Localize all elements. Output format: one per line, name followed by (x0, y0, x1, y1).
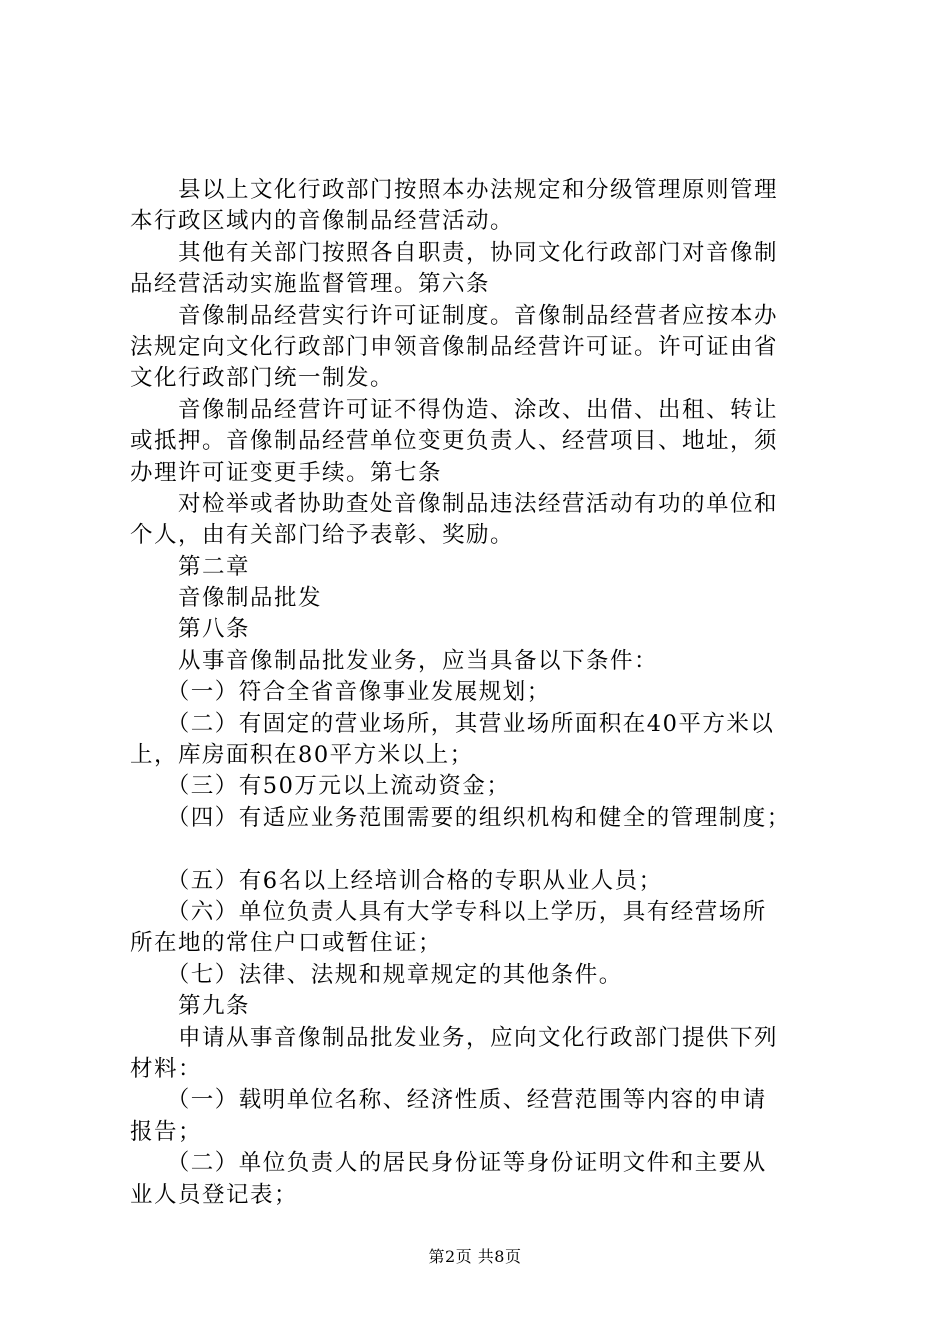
list-item: （五）有6名以上经培训合格的专职从业人员； (130, 867, 663, 894)
chapter-heading: 第二章 (130, 553, 251, 580)
text-line: 业人员登记表； (130, 1181, 299, 1208)
page-number-footer: 第2页 共8页 (428, 1247, 522, 1266)
text-line: 县以上文化行政部门按照本办法规定和分级管理原则管理 (130, 177, 779, 203)
list-item: （六）单位负责人具有大学专科以上学历，具有经营场所 (130, 898, 767, 925)
text-line: 材料： (130, 1055, 203, 1082)
document-body (130, 175, 836, 1211)
text-line: 文化行政部门统一制发。 (130, 365, 395, 392)
blank-line (130, 834, 836, 865)
text-line: 从事音像制品批发业务，应当具备以下条件： (130, 647, 659, 674)
text-line: 所在地的常住户口或暂住证； (130, 930, 443, 957)
list-item: （二）有固定的营业场所，其营业场所面积在40平方米以 (130, 710, 775, 737)
text-line: 法规定向文化行政部门申领音像制品经营许可证。许可证由省 (130, 333, 779, 360)
text-line: 音像制品经营实行许可证制度。音像制品经营者应按本办 (130, 302, 779, 329)
text-line: 其他有关部门按照各自职责，协同文化行政部门对音像制 (130, 239, 779, 266)
text-line: 个人，由有关部门给予表彰、奖励。 (130, 522, 515, 549)
list-item: （四）有适应业务范围需要的组织机构和健全的管理制度； (130, 804, 791, 831)
text-line: 上，库房面积在80平方米以上； (130, 742, 474, 769)
list-item: （一）载明单位名称、经济性质、经营范围等内容的申请 (130, 1087, 767, 1114)
text-line: 申请从事音像制品批发业务，应向文化行政部门提供下列 (130, 1024, 779, 1051)
article-heading: 第八条 (130, 616, 251, 643)
list-item: （一）符合全省音像事业发展规划； (130, 679, 551, 706)
article-heading: 第九条 (130, 993, 251, 1020)
chapter-title: 音像制品批发 (130, 585, 323, 612)
list-item: （二）单位负责人的居民身份证等身份证明文件和主要从 (130, 1150, 767, 1177)
text-line: 本行政区域内的音像制品经营活动。 (130, 208, 515, 235)
text-line: 对检举或者协助查处音像制品违法经营活动有功的单位和 (130, 490, 779, 517)
text-line: 或抵押。音像制品经营单位变更负责人、经营项目、地址，须 (130, 428, 779, 455)
list-item: （三）有50万元以上流动资金； (130, 773, 511, 800)
text-line: 音像制品经营许可证不得伪造、涂改、出借、出租、转让 (130, 396, 779, 423)
text-line: 办理许可证变更手续。第七条 (130, 459, 443, 486)
text-line: 报告； (130, 1118, 203, 1145)
text-line: 品经营活动实施监督管理。第六条 (130, 271, 491, 298)
list-item: （七）法律、法规和规章规定的其他条件。 (130, 961, 623, 988)
